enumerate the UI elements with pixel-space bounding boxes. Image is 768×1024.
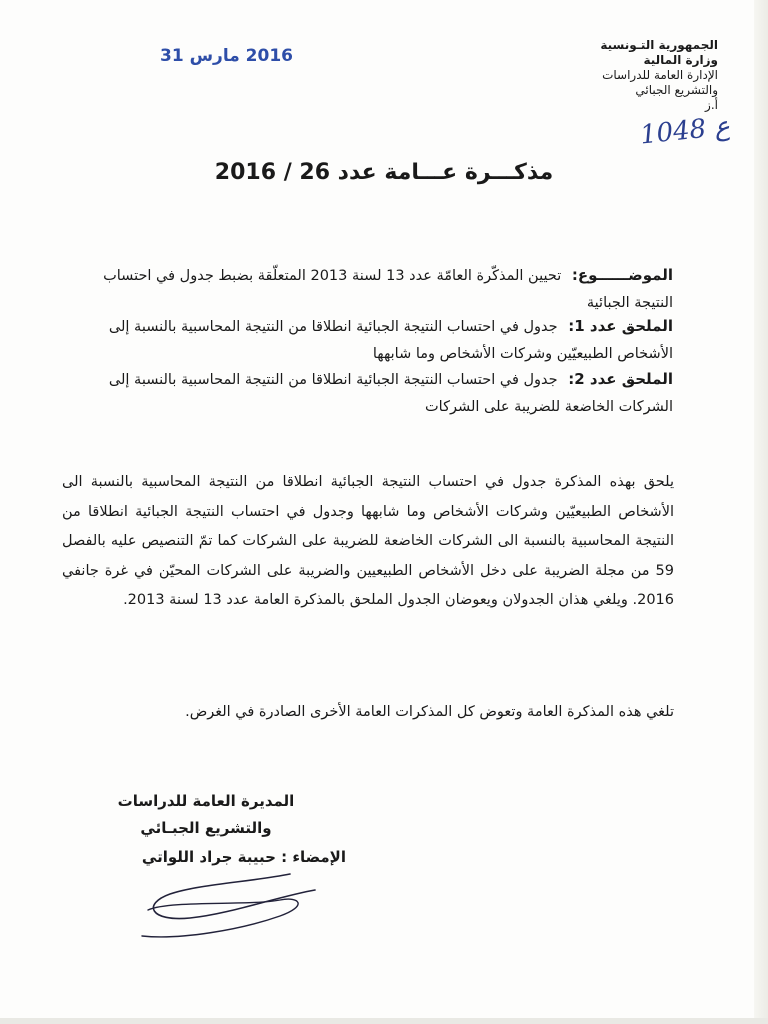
- signatory-title-line-1: المديرة العامة للدراسات: [117, 792, 295, 810]
- closing-paragraph: تلغي هذه المذكرة العامة وتعوض كل المذكرات العامة الأخرى الصادرة في الغرض.: [185, 704, 674, 720]
- subject-text: تحيين المذكّرة العامّة عدد 13 لسنة 2013 المتعلّقة بضبط جدول في احتساب النتيجة الجبائية: [103, 268, 673, 311]
- body-paragraph: يلحق بهذه المذكرة جدول في احتساب النتيجة الجبائية انطلاقا من النتيجة المحاسبية بالنسبة الى الأشخاص الطبيعيّين وشركات الأشخاص وما شابهها وجدول في احتساب النتيجة الجبائية انطلاقا من النتيجة المحاسبية بالنسبة الى الشركات الخاضعة للضريبة على الشركات كما تمّ التنصيص عليه بالفصل 59 من مجلة الضريبة على دخل الأشخاص الطبيعيين والضريبة على الشركات المحيّن في غرة جانفي 2016. ويلغي هذان الجدولان ويعوضان الجدول الملحق بالمذكرة العامة عدد 13 لسنة 2013.: [62, 474, 674, 608]
- annex-2-row: [93, 366, 673, 421]
- annex-1-label: الملحق عدد 1:: [568, 317, 673, 335]
- letterhead-country: الجمهورية التـونسية: [600, 38, 718, 52]
- letterhead-directorate-2: والتشريع الجبائي: [635, 83, 718, 97]
- subject-row: [93, 262, 673, 317]
- signatory-title-line-2: والتشريع الجبـائي: [140, 819, 272, 837]
- letterhead-initials: أ.ز: [705, 98, 718, 112]
- annex-2-text: جدول في احتساب النتيجة الجبائية انطلاقا من النتيجة المحاسبية بالنسبة إلى الشركات الخاضعة للضريبة على الشركات: [108, 372, 673, 415]
- letterhead: [518, 38, 718, 113]
- document-title: مذكـــرة عـــامة عدد 26 / 2016: [214, 160, 554, 185]
- annex-1-row: [93, 313, 673, 368]
- handwritten-signature: [130, 860, 330, 950]
- page-bottom-edge: [0, 1018, 768, 1024]
- annex-2-label: الملحق عدد 2:: [568, 370, 673, 388]
- letterhead-ministry: وزارة المالية: [643, 53, 718, 67]
- annex-1-text: جدول في احتساب النتيجة الجبائية انطلاقا من النتيجة المحاسبية بالنسبة إلى الأشخاص الطبيعيّين وشركات الأشخاص وما شابهها: [108, 319, 673, 362]
- page-edge-shadow: [754, 0, 768, 1024]
- signatory-title: [96, 788, 316, 842]
- signature-line: الإمضاء : حبيبة جراد اللواتي: [141, 848, 346, 866]
- letterhead-directorate: الإدارة العامة للدراسات: [602, 68, 718, 82]
- date-stamp: 2016 مارس 31: [160, 46, 293, 66]
- subject-label: الموضــــــوع:: [571, 266, 673, 284]
- handwritten-reference-number: ع 1048: [638, 111, 732, 151]
